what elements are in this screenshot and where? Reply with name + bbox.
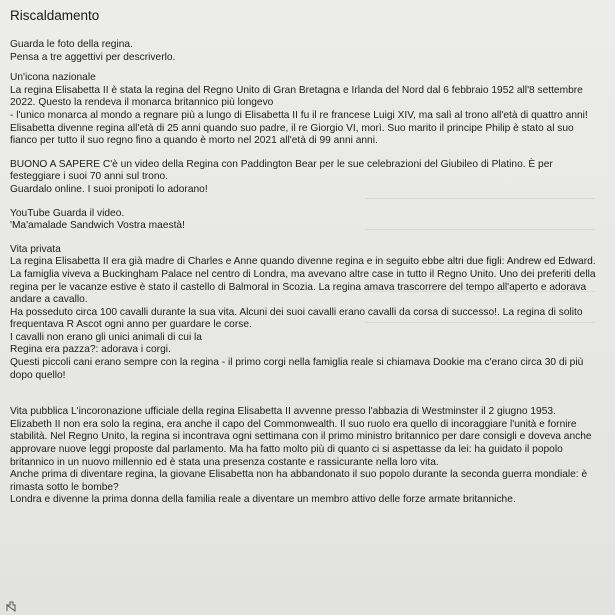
- paragraph-corgis: Regina era pazza?: adorava i corgi.: [10, 344, 171, 356]
- paragraph-reign: La regina Elisabetta II è stata la regina del Regno Unito di Gran Bretagna e Irlanda del Nord dal 6 febbraio 1952 all'8 settembre 2022. Questo la rendeva il monarca britannico più longevo: [10, 84, 583, 109]
- document-body: [10, 8, 600, 507]
- paragraph-dookie: Questi piccoli cani erano sempre con la regina - il primo corgi nella famiglia reale si chiamava Dookie ma c'erano circa 30 di più dopo quello!: [10, 357, 584, 381]
- instruction-photos: Guarda le foto della regina.: [10, 39, 133, 50]
- paragraph-armed-forces: Londra e divenne la prima donna della familia reale a diventare un membro attivo delle forze armate britanniche.: [10, 494, 516, 506]
- section-heading-national-icon: Un'icona nazionale: [10, 72, 96, 84]
- good-to-know-box: BUONO A SAPERE C'è un video della Regina con Paddington Bear per le sue celebrazioni del Giubileo di Platino. È per festeggiare i suoi 70 anni sul trono.: [10, 158, 553, 183]
- paragraph-commonwealth: Elizabeth II non era solo la regina, era anche il capo del Commonwealth. Il suo ruolo era quello di incoraggiare l'unità e fornire stabilità. Nel Regno Unito, la regina si incontrava ogni settimana con il primo ministro britannico per dare consigli e doveva anche approvare nuove leggi proposte dal parlamento. Ma ha fatto molto più di quanto ci si aspettasse da lei: ha guidato il popolo britannico in un nuovo millennio ed è stata una presenza costante e rassicurante nella loro vita.: [10, 418, 592, 468]
- paragraph-animals: I cavalli non erano gli unici animali di cui la: [10, 331, 202, 343]
- video-title: 'Ma'amalade Sandwich Vostra maestà!: [10, 220, 185, 232]
- section-heading-private-life: Vita privata: [10, 243, 61, 255]
- paragraph-horses: Ha posseduto circa 100 cavalli durante la sua vita. Alcuni dei suoi cavalli erano cavalli da corsa di successo!. La regina di solito frequentava R Ascot ogni anno per guardare le corse.: [10, 306, 583, 331]
- video-instruction: YouTube Guarda il video.: [10, 207, 125, 219]
- paragraph-longest-monarch: - l'unico monarca al mondo a regnare più a lungo di Elisabetta II fu il re francese Luigi XIV, ma salì al trono all'età di quattro anni! Elisabetta divenne regina all'età di 25 anni quando suo padre, il re Giorgio VI, morì. Suo marito il principe Philip è stato al suo fianco per tutto il suo regno fino a quando è morto nel 2021 all'età di 99 anni anni.: [10, 109, 588, 147]
- page-title: Riscaldamento: [10, 8, 100, 23]
- good-to-know-followup: Guardalo online. I suoi pronipoti lo adorano!: [10, 183, 208, 195]
- page-corner-icon: [5, 600, 17, 612]
- instruction-adjectives: Pensa a tre aggettivi per descriverlo.: [10, 51, 176, 63]
- section-heading-public-life: Vita pubblica L'incoronazione ufficiale della regina Elisabetta II avvenne presso l'abbazia di Westminster il 2 giugno 1953.: [10, 406, 556, 418]
- paragraph-war: Anche prima di diventare regina, la giovane Elisabetta non ha abbandonato il suo popolo durante la seconda guerra mondiale: è rimasta sotto le bombe?: [10, 469, 588, 493]
- paragraph-family: La regina Elisabetta II era già madre di Charles e Anne quando divenne regina e in seguito ebbe altri due figli: Andrew ed Edward. La famiglia viveva a Buckingham Palace nel centro di Londra, ma avevano altre case in tutto il Regno Unito. Uno dei preferiti della regina per le vacanze estive è stato il castello di Balmoral in Scozia. La regina amava trascorrere del tempo all'aperto e adorava: [10, 256, 596, 293]
- paragraph-horse-riding: andare a cavallo.: [10, 294, 88, 306]
